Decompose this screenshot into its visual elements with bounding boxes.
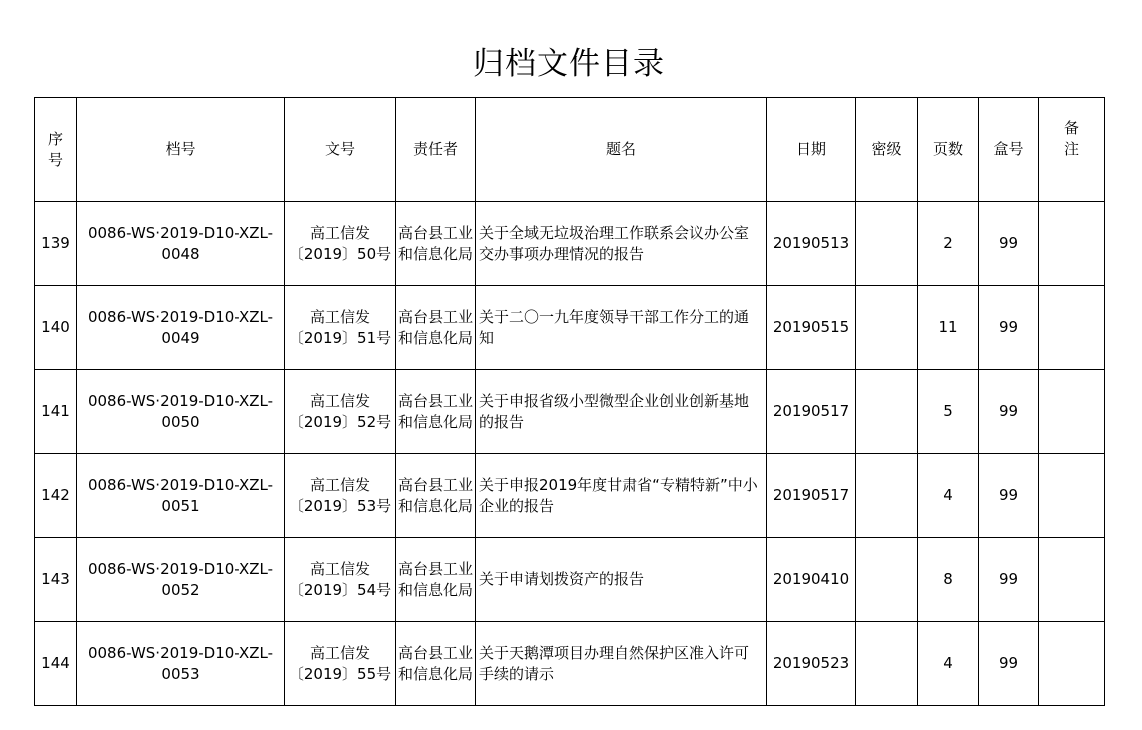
archive-no-part2: 0052 (161, 580, 200, 599)
table-header-row (35, 98, 1105, 202)
archive-no-part2: 0048 (161, 244, 200, 263)
cell-archive-no (77, 202, 285, 286)
header-remark-line1: 备 (1063, 119, 1079, 137)
archive-no-part1: 0086-WS·2019-D10-XZL- (87, 475, 274, 494)
header-seq (35, 98, 77, 202)
table-row (35, 202, 1105, 286)
cell-archive-no (77, 454, 285, 538)
archive-no-part2: 0050 (161, 412, 200, 431)
archive-no-part1: 0086-WS·2019-D10-XZL- (87, 307, 274, 326)
cell-seq: 139 (35, 202, 77, 286)
cell-subject: 关于申报省级小型微型企业创业创新基地的报告 (476, 370, 767, 454)
table-row (35, 622, 1105, 706)
cell-security (856, 622, 918, 706)
cell-responsible: 高台县工业和信息化局 (396, 370, 476, 454)
cell-date: 20190523 (767, 622, 856, 706)
cell-subject: 关于申报2019年度甘肃省“专精特新”中小企业的报告 (476, 454, 767, 538)
cell-seq: 144 (35, 622, 77, 706)
header-seq-line1: 序 (47, 129, 63, 148)
header-responsible: 责任者 (396, 98, 476, 202)
header-doc-no: 文号 (285, 98, 396, 202)
cell-responsible: 高台县工业和信息化局 (396, 454, 476, 538)
cell-seq: 143 (35, 538, 77, 622)
cell-remark (1039, 370, 1105, 454)
doc-no-part2: 〔2019〕55号 (288, 664, 392, 683)
cell-remark (1039, 202, 1105, 286)
cell-security (856, 454, 918, 538)
cell-doc-no (285, 454, 396, 538)
cell-box: 99 (979, 202, 1039, 286)
cell-security (856, 538, 918, 622)
cell-seq: 140 (35, 286, 77, 370)
doc-no-part1: 高工信发 (309, 475, 370, 494)
doc-no-part1: 高工信发 (309, 559, 370, 578)
header-box: 盒号 (979, 98, 1039, 202)
header-remark-line2: 注 (1063, 140, 1079, 158)
cell-doc-no (285, 622, 396, 706)
doc-no-part2: 〔2019〕52号 (288, 412, 392, 431)
cell-responsible: 高台县工业和信息化局 (396, 202, 476, 286)
cell-seq: 141 (35, 370, 77, 454)
doc-no-part2: 〔2019〕51号 (288, 328, 392, 347)
cell-box: 99 (979, 370, 1039, 454)
table-row (35, 370, 1105, 454)
doc-no-part1: 高工信发 (309, 391, 370, 410)
cell-remark (1039, 538, 1105, 622)
table-row (35, 454, 1105, 538)
cell-box: 99 (979, 286, 1039, 370)
cell-doc-no (285, 538, 396, 622)
header-date: 日期 (767, 98, 856, 202)
archive-no-part1: 0086-WS·2019-D10-XZL- (87, 391, 274, 410)
cell-security (856, 370, 918, 454)
cell-remark (1039, 286, 1105, 370)
header-seq-line2: 号 (47, 150, 63, 169)
cell-pages: 4 (918, 454, 979, 538)
cell-date: 20190517 (767, 454, 856, 538)
doc-no-part1: 高工信发 (309, 643, 370, 662)
cell-responsible: 高台县工业和信息化局 (396, 286, 476, 370)
archive-no-part1: 0086-WS·2019-D10-XZL- (87, 223, 274, 242)
cell-date: 20190513 (767, 202, 856, 286)
page-title: 归档文件目录 (473, 46, 665, 82)
cell-archive-no (77, 538, 285, 622)
cell-box: 99 (979, 622, 1039, 706)
archive-no-part2: 0051 (161, 496, 200, 515)
cell-responsible: 高台县工业和信息化局 (396, 622, 476, 706)
cell-subject: 关于天鹅潭项目办理自然保护区准入许可手续的请示 (476, 622, 767, 706)
cell-doc-no (285, 370, 396, 454)
cell-pages: 8 (918, 538, 979, 622)
doc-no-part1: 高工信发 (309, 223, 370, 242)
cell-pages: 4 (918, 622, 979, 706)
cell-date: 20190517 (767, 370, 856, 454)
cell-pages: 5 (918, 370, 979, 454)
cell-archive-no (77, 622, 285, 706)
header-security: 密级 (856, 98, 918, 202)
cell-seq: 142 (35, 454, 77, 538)
cell-archive-no (77, 286, 285, 370)
cell-subject: 关于申请划拨资产的报告 (476, 538, 767, 622)
cell-date: 20190515 (767, 286, 856, 370)
cell-doc-no (285, 286, 396, 370)
archive-no-part1: 0086-WS·2019-D10-XZL- (87, 559, 274, 578)
cell-doc-no (285, 202, 396, 286)
doc-no-part2: 〔2019〕54号 (288, 580, 392, 599)
archive-catalog-table (34, 97, 1105, 706)
cell-remark (1039, 454, 1105, 538)
archive-no-part1: 0086-WS·2019-D10-XZL- (87, 643, 274, 662)
cell-subject: 关于二〇一九年度领导干部工作分工的通知 (476, 286, 767, 370)
header-remark (1039, 98, 1105, 202)
cell-security (856, 202, 918, 286)
archive-no-part2: 0049 (161, 328, 200, 347)
header-subject: 题名 (476, 98, 767, 202)
header-pages: 页数 (918, 98, 979, 202)
cell-pages: 11 (918, 286, 979, 370)
doc-no-part1: 高工信发 (309, 307, 370, 326)
cell-pages: 2 (918, 202, 979, 286)
cell-responsible: 高台县工业和信息化局 (396, 538, 476, 622)
header-archive-no: 档号 (77, 98, 285, 202)
cell-box: 99 (979, 538, 1039, 622)
doc-no-part2: 〔2019〕50号 (288, 244, 392, 263)
cell-date: 20190410 (767, 538, 856, 622)
cell-remark (1039, 622, 1105, 706)
archive-no-part2: 0053 (161, 664, 200, 683)
cell-subject: 关于全域无垃圾治理工作联系会议办公室交办事项办理情况的报告 (476, 202, 767, 286)
cell-box: 99 (979, 454, 1039, 538)
table-row (35, 286, 1105, 370)
table-row (35, 538, 1105, 622)
cell-security (856, 286, 918, 370)
cell-archive-no (77, 370, 285, 454)
doc-no-part2: 〔2019〕53号 (288, 496, 392, 515)
